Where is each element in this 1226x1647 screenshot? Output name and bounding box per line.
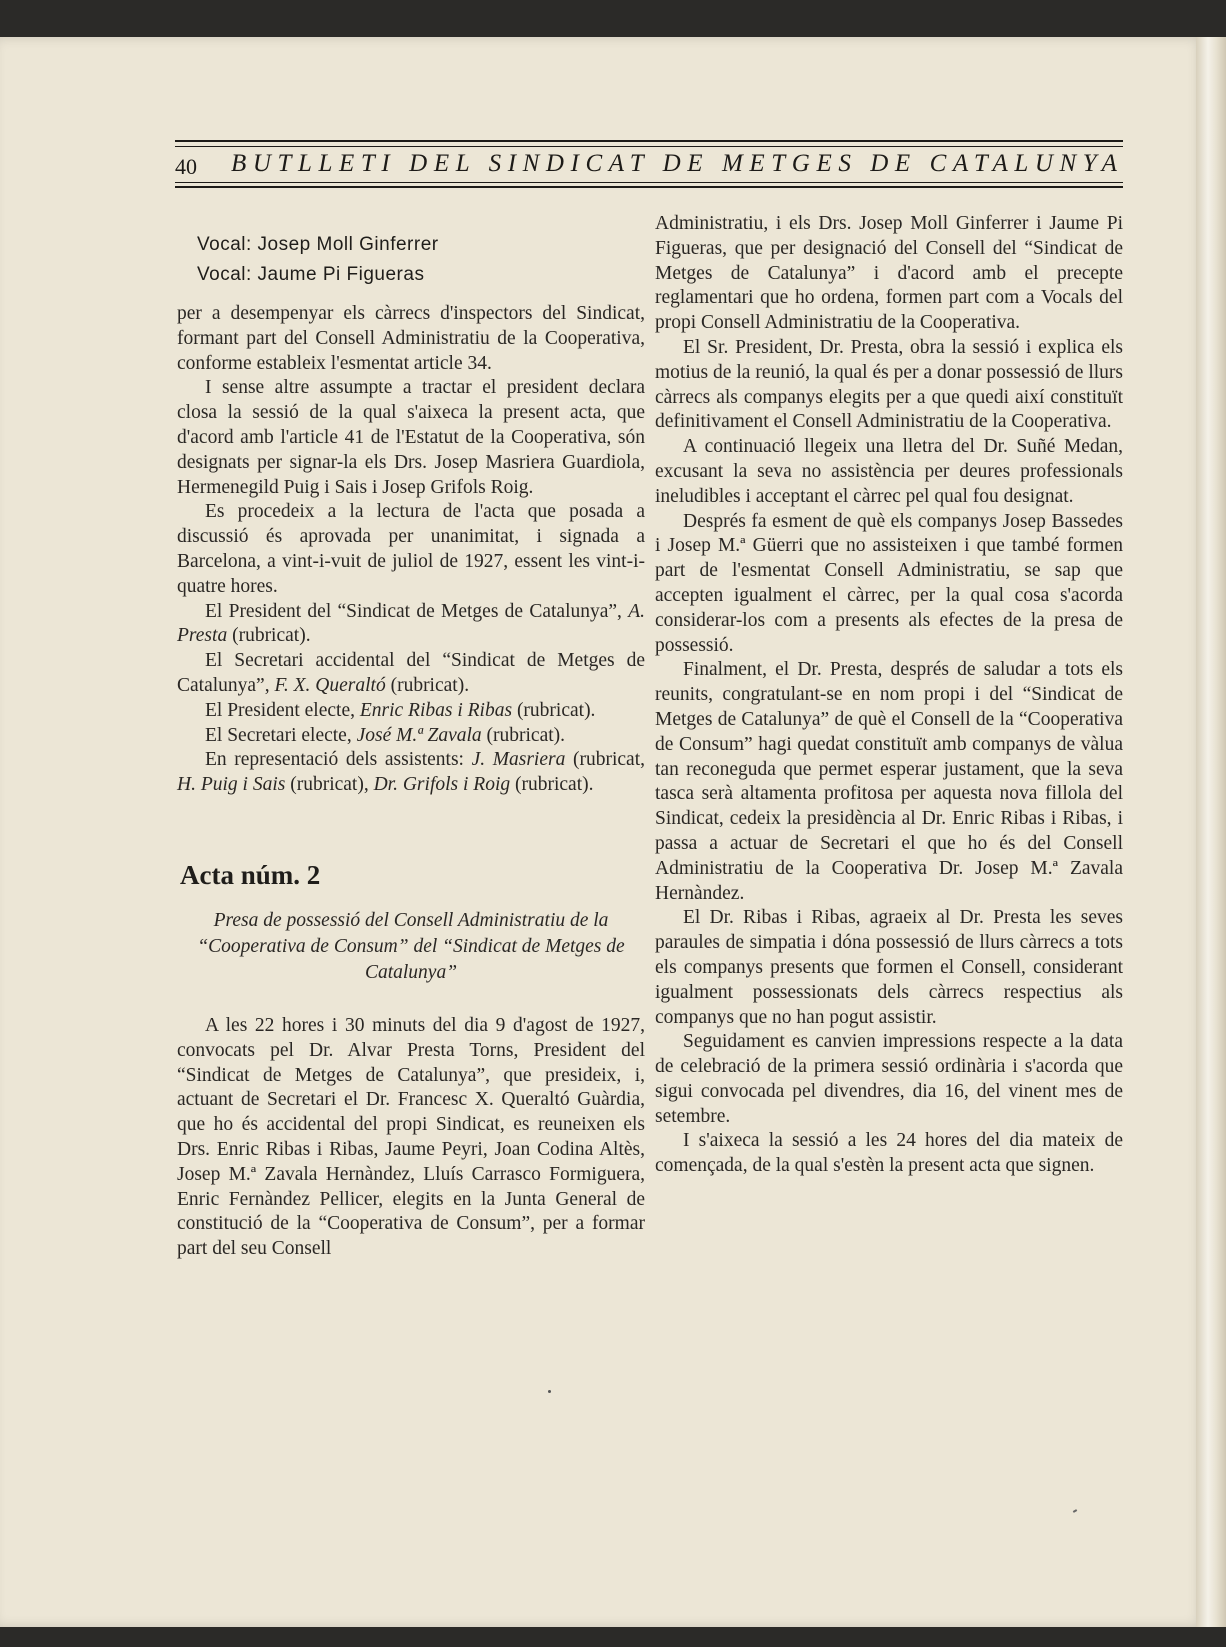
vocal-list <box>177 230 645 290</box>
paragraph: Finalment, el Dr. Presta, després de saludar a tots els reunits, congratulant-se en nom propi i del “Sindicat de Metges de Catalunya” de què el Consell de la “Cooperativa de Consum” hagi quedat constituït amb companys de vàlua tan reconeguda que permet esperar justament, que la seva tasca serà altamenta profitosa per aquesta nova fillola del Sindicat, cedeix la presidència al Dr. Enric Ribas i Ribas, i passa a actuar de Secretari el que ho és del Consell Administratiu de la Cooperativa Dr. Josep M.ª Zavala Hernàndez. <box>655 659 1123 904</box>
paragraph: I sense altre assumpte a tractar el president declara closa la sessió de la qual s'aixeca la present acta, que d'acord amb l'article 41 de l'Estatut de la Cooperativa, són designats per signar-la els Drs. Josep Masriera Guardiola, Hermenegild Puig i Sais i Josep Grifols Roig. <box>177 377 645 498</box>
paragraph: Administratiu, i els Drs. Josep Moll Ginferrer i Jaume Pi Figueras, que per designació del Consell del “Sindicat de Metges de Catalunya” i d'acord amb el precepte reglamentari que ho ordena, formen part com a Vocals del propi Consell Administratiu de la Cooperativa. <box>655 213 1123 334</box>
paragraph: El Sr. President, Dr. Presta, obra la sessió i explica els motius de la reunió, la qual és per a donar possessió de llurs càrrecs als companys elegits per a que quedi així constituït definitivament el Consell Administratiu de la Cooperativa. <box>655 336 1123 433</box>
header-rule <box>175 140 1123 142</box>
signature-line: El President del “Sindicat de Metges de Catalunya”, A. Presta (rubricat). <box>177 600 645 647</box>
paragraph: Seguidament es canvien impressions respecte a la data de celebració de la primera sessió ordinària i s'acorda que sigui convocada pel divendres, dia 16, del vinent mes de setembre. <box>655 1031 1123 1127</box>
representation-line: En representació dels assistents: J. Masriera (rubricat, H. Puig i Sais (rubricat), Dr. Grifols i Roig (rubricat). <box>177 749 645 796</box>
ink-speck <box>548 1390 551 1393</box>
signatory-name: José M.ª Zavala <box>356 724 482 746</box>
left-column <box>177 212 645 1262</box>
section-heading: Acta núm. 2 <box>180 859 321 890</box>
vocal-line: Vocal: Josep Moll Ginferrer <box>197 234 439 255</box>
header-rule <box>175 182 1123 183</box>
signatory-name: F. X. Queraltó <box>274 674 386 696</box>
signatory-name: Enric Ribas i Ribas <box>359 699 513 721</box>
signatory-name: H. Puig i Sais <box>177 774 286 796</box>
paragraph: Després fa esment de què els companys Josep Bassedes i Josep M.ª Güerri que no assisteixen i que també formen part de l'esmentat Consell Administratiu, se sap que accepten igualment el càrrec, per la qual cosa s'acorda considerar-los com a presents als efectes de la presa de possessió. <box>655 510 1123 656</box>
signature-line: El Secretari accidental del “Sindicat de Metges de Catalunya”, F. X. Queraltó (rubricat). <box>177 650 645 696</box>
paragraph: A les 22 hores i 30 minuts del dia 9 d'agost de 1927, convocats pel Dr. Alvar Presta Torns, President del “Sindicat de Metges de Catalunya”, que presideix, i, actuant de Secretari el Dr. Francesc X. Queraltó Guàrdia, que ho és accidental del propi Sindicat, es reuneixen els Drs. Enric Ribas i Ribas, Jaume Peyri, Joan Codina Altès, Josep M.ª Zavala Hernàndez, Lluís Carrasco Formiguera, Enric Fernàndez Pellicer, elegits en la Junta General de constitució de la “Cooperativa de Consum”, per a formar part del seu Consell <box>177 1014 645 1260</box>
header-rule <box>175 186 1123 188</box>
paragraph: El Dr. Ribas i Ribas, agraeix al Dr. Presta les seves paraules de simpatia i dóna possessió de llurs càrrecs a tots els companys presents que formen el Consell, considerant igualment possessionats dels càrrecs respectius als companys que no han pogut assistir. <box>655 907 1123 1028</box>
vocal-line: Vocal: Jaume Pi Figueras <box>197 264 425 285</box>
paragraph: Es procedeix a la lectura de l'acta que posada a discussió és aprovada per unanimitat, i signada a Barcelona, a vint-i-vuit de juliol de 1927, essent les vint-i-quatre hores. <box>177 501 645 597</box>
page-number: 40 <box>175 154 197 179</box>
paragraph: A continuació llegeix una lletra del Dr. Suñé Medan, excusant la seva no assistència per deures professionals ineludibles i acceptant el càrrec pel qual fou designat. <box>655 436 1123 507</box>
signatory-name: J. Masriera <box>471 749 566 771</box>
running-title: BUTLLETI DEL SINDICAT DE METGES DE CATALUNYA <box>231 150 1124 177</box>
right-column <box>655 212 1123 1179</box>
paragraph: per a desempenyar els càrrecs d'inspectors del Sindicat, formant part del Consell Administratiu de la Cooperativa, conforme estableix l'esmentat article 34. <box>177 303 645 374</box>
page-edge <box>1196 37 1226 1627</box>
running-header <box>175 140 1123 192</box>
signatory-name: Dr. Grifols i Roig <box>373 774 511 796</box>
paragraph: I s'aixeca la sessió a les 24 hores del dia mateix de començada, de la qual s'estèn la present acta que signen. <box>655 1130 1123 1177</box>
section-subtitle: Presa de possessió del Consell Administratiu de la “Cooperativa de Consum” del “Sindicat de Metges de Catalunya” <box>197 909 625 983</box>
signature-line: El Secretari electe, José M.ª Zavala (rubricat). <box>205 724 566 746</box>
header-rule <box>175 146 1123 147</box>
signature-line: El President electe, Enric Ribas i Ribas (rubricat). <box>205 699 596 721</box>
signatory-name: A. Presta <box>177 600 645 647</box>
